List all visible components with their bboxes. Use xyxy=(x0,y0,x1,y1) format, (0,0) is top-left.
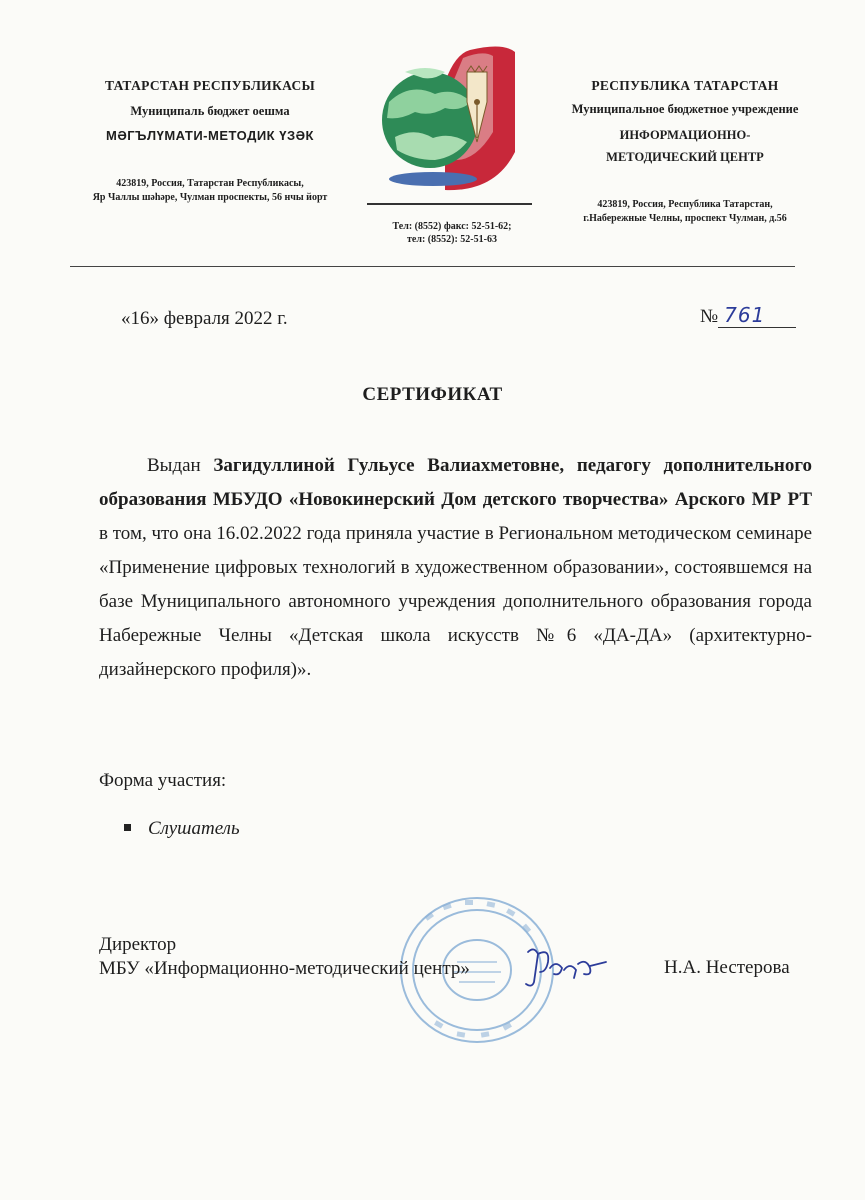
header-divider xyxy=(70,266,795,267)
logo-underline xyxy=(367,203,532,205)
number-field xyxy=(718,303,796,328)
para-prefix: Выдан xyxy=(147,455,214,476)
contacts-line1: Тел: (8552) факс: 52-51-62; xyxy=(392,221,512,232)
header-right-org xyxy=(540,124,830,168)
handwritten-signature xyxy=(520,942,610,992)
signatory-title xyxy=(99,933,470,981)
header-left-line3: МӘГЪЛҮМАТИ-МЕТОДИК ҮЗӘК xyxy=(106,128,314,143)
participation-form-value: Слушатель xyxy=(148,818,240,839)
number-handwritten: 761 xyxy=(724,303,766,327)
header-right-address xyxy=(540,198,830,226)
contacts-line2: тел: (8552): 52-51-63 xyxy=(407,234,497,245)
header-left-address2: Яр Чаллы шәһәре, Чулман проспекты, 56 нчы йорт xyxy=(92,192,328,203)
header-right-line3: ИНФОРМАЦИОННО- xyxy=(619,128,751,142)
header-right-russian xyxy=(540,78,830,226)
signatory-position: Директор xyxy=(99,934,177,955)
header-right-line1: РЕСПУБЛИКА ТАТАРСТАН xyxy=(591,78,779,93)
header-right-address1: 423819, Россия, Республика Татарстан, xyxy=(597,199,773,210)
document-number xyxy=(700,303,796,328)
document-title: СЕРТИФИКАТ xyxy=(362,384,503,405)
organization-logo xyxy=(375,42,517,192)
participation-form-item xyxy=(124,818,240,840)
certificate-body xyxy=(99,449,812,687)
header-left-address xyxy=(50,177,370,205)
header-contacts xyxy=(372,220,532,246)
signatory-name: Н.А. Нестерова xyxy=(664,957,790,978)
number-label: № xyxy=(700,306,719,327)
header-right-line4: МЕТОДИЧЕСКИЙ ЦЕНТР xyxy=(606,150,764,164)
participation-form-label: Форма участия: xyxy=(99,770,227,791)
header-left-line2: Муниципаль бюджет оешма xyxy=(130,104,290,118)
header-left-address1: 423819, Россия, Татарстан Республикасы, xyxy=(116,178,304,189)
recipient-name: Загидуллиной Гульусе Валиахметовне, педагогу дополнительного образования МБУДО «Новокинерский Дом детского творчества» Арского МР РТ xyxy=(99,455,812,510)
certificate-paragraph xyxy=(99,449,812,687)
header-left-tatar xyxy=(50,78,370,205)
header-right-address2: г.Набережные Челны, проспект Чулман, д.56 xyxy=(583,213,787,224)
document-date: «16» февраля 2022 г. xyxy=(121,308,288,329)
signatory-organization: МБУ «Информационно-методический центр» xyxy=(99,958,470,979)
bullet-icon xyxy=(124,824,131,831)
header-right-line2: Муниципальное бюджетное учреждение xyxy=(571,102,799,116)
header-left-line1: ТАТАРСТАН РЕСПУБЛИКАСЫ xyxy=(104,78,316,93)
para-rest: в том, что она 16.02.2022 года приняла участие в Региональном методическом семинаре «Применение цифровых технологий в художественном образовании», состоявшемся на базе Муниципального автономного учреждения дополнительного образования города Набережные Челны «Детская школа искусств №6 «ДА-ДА» (архитектурно-дизайнерского профиля)». xyxy=(99,523,812,680)
